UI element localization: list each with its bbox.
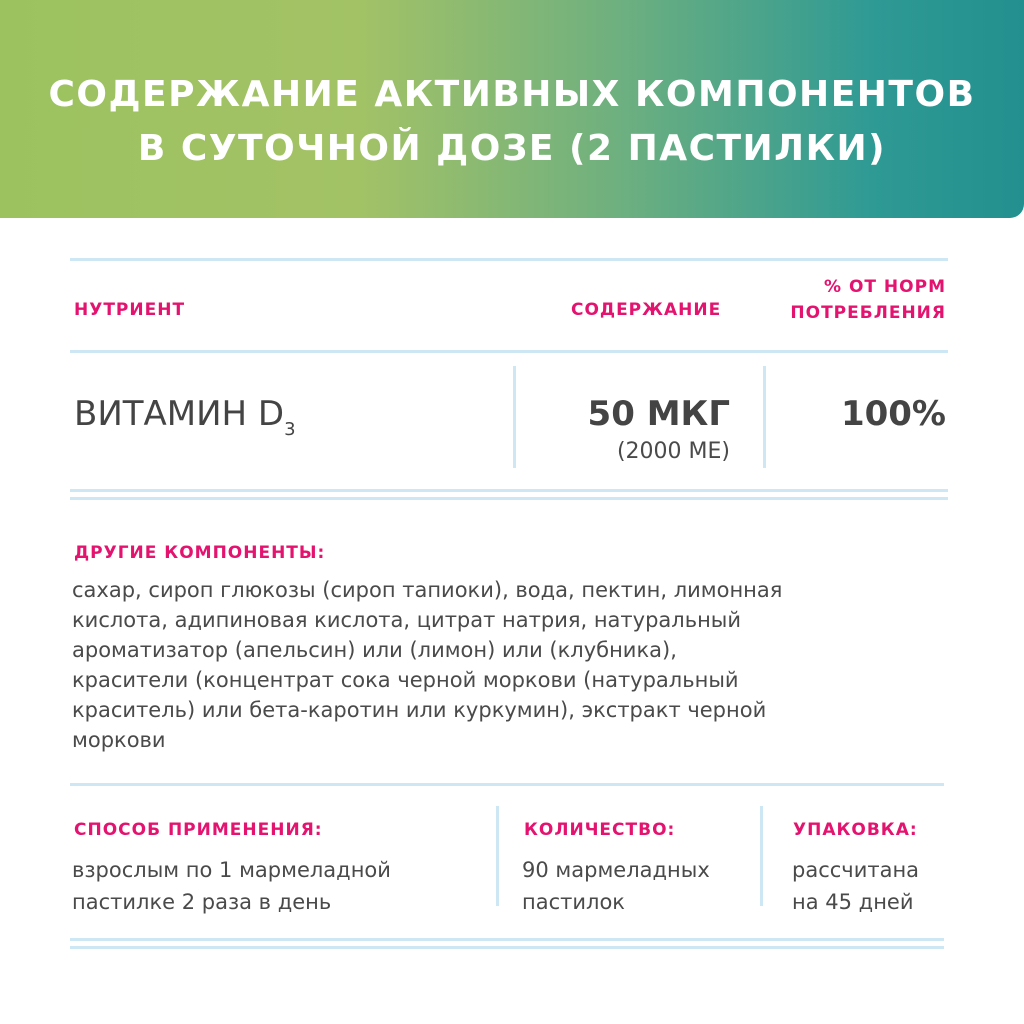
usage-line: взрослым по 1 мармеладной xyxy=(72,858,391,882)
divider xyxy=(70,938,944,941)
package-line: на 45 дней xyxy=(792,890,914,914)
divider xyxy=(70,783,944,786)
column-header-nutrient: НУТРИЕНТ xyxy=(74,300,186,320)
nutrient-name xyxy=(74,394,296,440)
nutrient-name-text: ВИТАМИН D xyxy=(74,394,285,434)
usage-text xyxy=(72,854,391,918)
nutrient-subscript: 3 xyxy=(284,419,296,440)
quantity-line: 90 мармеладных xyxy=(522,858,710,882)
page-title xyxy=(0,68,1024,176)
column-header-percent-line2: ПОТРЕБЛЕНИЯ xyxy=(790,303,946,323)
title-line-2: В СУТОЧНОЙ ДОЗЕ (2 ПАСТИЛКИ) xyxy=(137,128,887,169)
divider xyxy=(70,489,948,492)
column-header-percent-line1: % ОТ НОРМ xyxy=(824,277,946,297)
quantity-line: пастилок xyxy=(522,890,625,914)
column-divider xyxy=(763,366,766,468)
quantity-text xyxy=(522,854,710,918)
quantity-heading: КОЛИЧЕСТВО: xyxy=(524,820,676,840)
nutrient-amount-alt: (2000 МЕ) xyxy=(616,439,730,464)
divider xyxy=(70,497,948,500)
other-components-line: красители (концентрат сока черной моркови (натуральный xyxy=(72,668,739,692)
package-line: рассчитана xyxy=(792,858,920,882)
divider xyxy=(70,946,944,949)
nutrient-amount: 50 МКГ xyxy=(587,394,730,434)
nutrient-percent: 100% xyxy=(840,394,946,434)
other-components-line: сахар, сироп глюкозы (сироп тапиоки), вода, пектин, лимонная xyxy=(72,578,783,602)
divider xyxy=(70,258,948,261)
other-components-line: ароматизатор (апельсин) или (лимон) или (клубника), xyxy=(72,638,677,662)
divider xyxy=(70,350,948,353)
column-divider xyxy=(513,366,516,468)
title-line-1: СОДЕРЖАНИЕ АКТИВНЫХ КОМПОНЕНТОВ xyxy=(48,74,976,115)
package-text xyxy=(792,854,919,918)
header-banner xyxy=(0,0,1024,218)
column-divider xyxy=(760,806,763,906)
usage-heading: СПОСОБ ПРИМЕНЕНИЯ: xyxy=(74,820,323,840)
package-heading: УПАКОВКА: xyxy=(793,820,918,840)
column-divider xyxy=(496,806,499,906)
usage-line: пастилке 2 раза в день xyxy=(72,890,332,914)
column-header-content: СОДЕРЖАНИЕ xyxy=(571,300,722,320)
other-components-line: моркови xyxy=(72,728,166,752)
other-components-heading: ДРУГИЕ КОМПОНЕНТЫ: xyxy=(74,543,326,563)
other-components-list xyxy=(72,575,952,755)
other-components-line: кислота, адипиновая кислота, цитрат натрия, натуральный xyxy=(72,608,742,632)
other-components-line: краситель) или бета-каротин или куркумин), экстракт черной xyxy=(72,698,767,722)
column-header-percent xyxy=(760,274,946,326)
